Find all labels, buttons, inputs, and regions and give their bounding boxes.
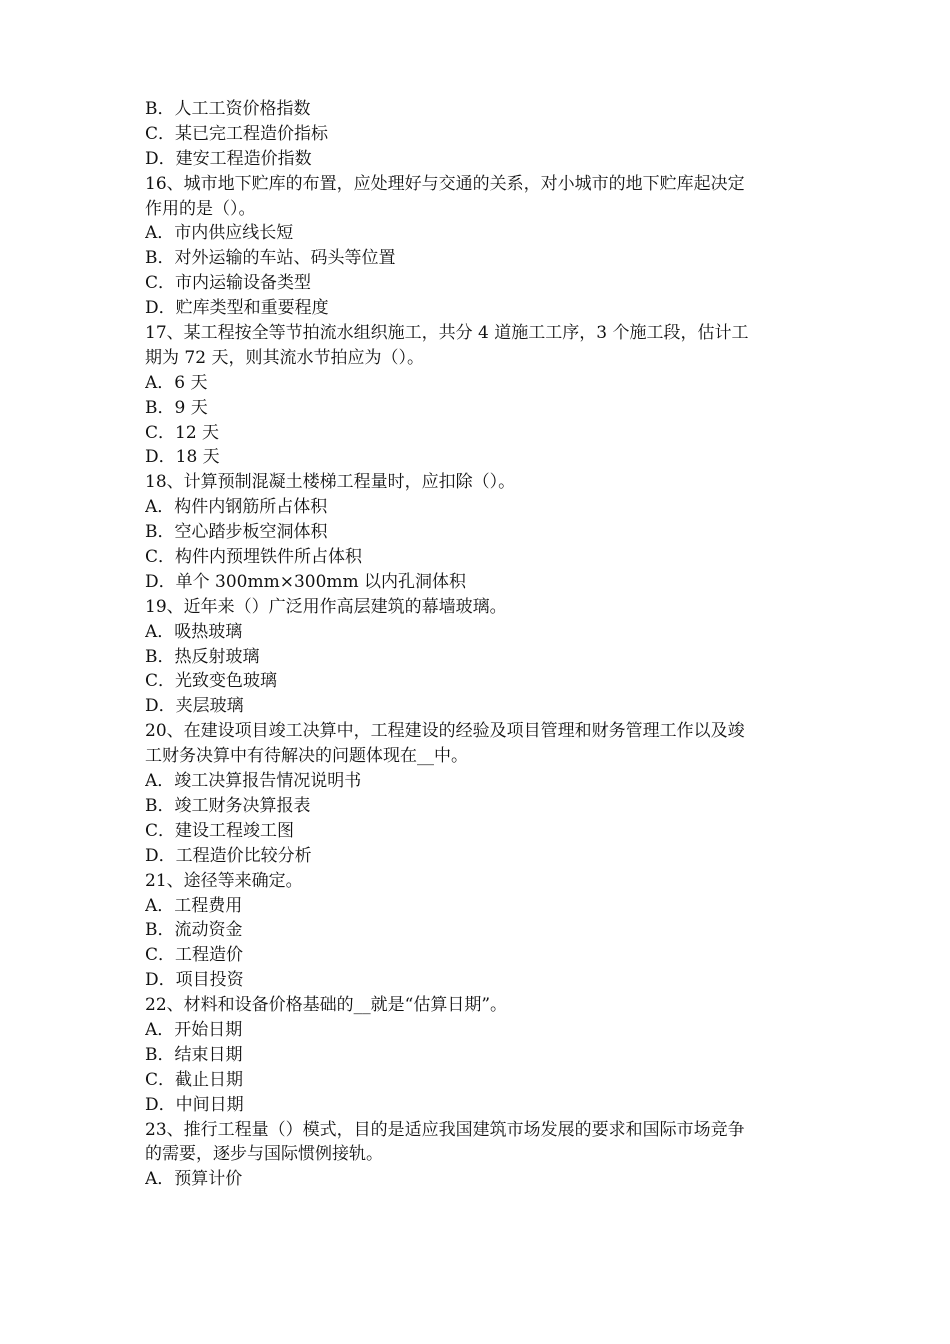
question-18-option-a: A．构件内钢筋所占体积: [145, 497, 328, 518]
option-b-line: B．人工工资价格指数: [145, 99, 311, 119]
question-20-option-d: D．工程造价比较分析: [145, 845, 312, 866]
question-21-option-d: D．项目投资: [145, 970, 244, 991]
question-16-option-c: C．市内运输设备类型: [145, 273, 312, 294]
question-19-option-a: A．吸热玻璃: [145, 621, 243, 642]
question-16-option-a: A．市内供应线长短: [145, 223, 294, 244]
question-23-stem-cont: 的需要，逐步与国际惯例接轨。: [145, 1144, 383, 1165]
option-c-line: C．某已完工程造价指标: [145, 123, 329, 144]
question-16-stem-cont: 作用的是（）。: [145, 198, 256, 219]
question-22-option-a: A．开始日期: [145, 1019, 243, 1040]
question-17-option-d: D．18 天: [145, 447, 220, 468]
question-17-option-c: C．12 天: [145, 422, 220, 443]
question-19-option-c: C．光致变色玻璃: [145, 671, 278, 692]
question-19-option-d: D．夹层玻璃: [145, 696, 244, 717]
question-18-stem: 18、计算预制混凝土楼梯工程量时，应扣除（）。: [145, 472, 516, 493]
question-20-option-c: C．建设工程竣工图: [145, 820, 295, 841]
question-22-option-d: D．中间日期: [145, 1094, 244, 1115]
question-19-option-b: B．热反射玻璃: [145, 646, 260, 667]
option-d-line: D．建安工程造价指数: [145, 148, 312, 169]
question-18-option-c: C．构件内预埋铁件所占体积: [145, 547, 363, 568]
question-21-option-a: A．工程费用: [145, 895, 243, 916]
question-18-option-b: B．空心踏步板空洞体积: [145, 522, 328, 543]
question-17-option-a: A．6 天: [145, 372, 208, 393]
question-20-stem: 20、在建设项目竣工决算中，工程建设的经验及项目管理和财务管理工作以及竣: [145, 721, 745, 742]
question-18-option-d: D．单个 300mm×300mm 以内孔洞体积: [145, 571, 467, 592]
question-20-option-b: B．竣工财务决算报表: [145, 795, 311, 816]
question-19-stem: 19、近年来（）广泛用作高层建筑的幕墙玻璃。: [145, 596, 507, 617]
question-17-stem-cont: 期为 72 天，则其流水节拍应为（）。: [145, 347, 424, 368]
question-17-option-b: B．9 天: [145, 397, 208, 418]
question-22-option-c: C．截止日期: [145, 1069, 244, 1090]
question-20-stem-cont: 工财务决算中有待解决的问题体现在__中。: [145, 746, 468, 767]
question-23-option-a: A．预算计价: [145, 1169, 243, 1190]
question-16-option-d: D．贮库类型和重要程度: [145, 298, 329, 319]
question-22-option-b: B．结束日期: [145, 1044, 243, 1065]
question-21-option-c: C．工程造价: [145, 945, 244, 966]
question-23-stem: 23、推行工程量（）模式，目的是适应我国建筑市场发展的要求和国际市场竞争: [145, 1119, 745, 1140]
question-21-option-b: B．流动资金: [145, 920, 243, 941]
question-20-option-a: A．竣工决算报告情况说明书: [145, 771, 362, 792]
question-16-option-b: B．对外运输的车站、码头等位置: [145, 248, 396, 269]
question-text-block: [145, 97, 810, 1192]
question-16-stem: 16、城市地下贮库的布置，应处理好与交通的关系，对小城市的地下贮库起决定: [145, 173, 745, 194]
question-21-stem: 21、途径等来确定。: [145, 870, 303, 891]
question-17-stem: 17、某工程按全等节拍流水组织施工，共分 4 道施工工序，3 个施工段，估计工: [145, 323, 749, 344]
question-22-stem: 22、材料和设备价格基础的__就是“估算日期”。: [145, 995, 508, 1016]
